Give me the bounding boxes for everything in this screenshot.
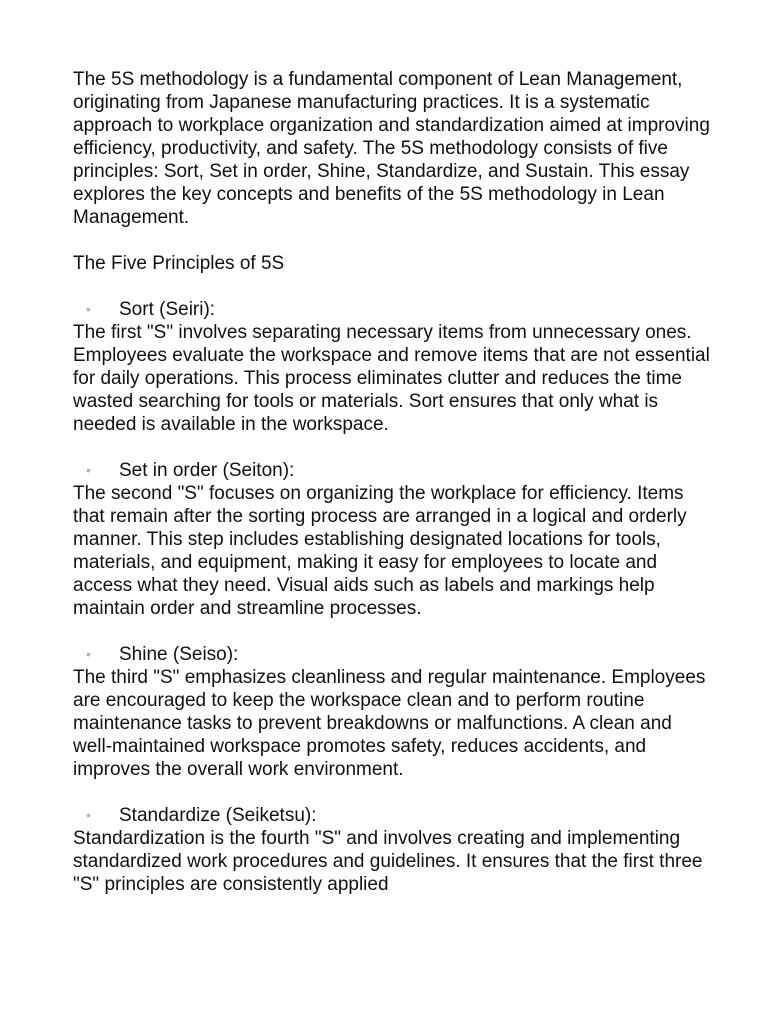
spacer — [73, 275, 713, 298]
bullet-icon: • — [86, 462, 91, 478]
bullet-icon: • — [86, 807, 91, 823]
intro-paragraph: The 5S methodology is a fundamental component of Lean Management, originating from Japanese manufacturing practices. It is a systematic approach to workplace organization and standardization aimed at improving efficiency, productivity, and safety. The 5S methodology consists of five principles: Sort, Set in order, Shine, Standardize, and Sustain. This essay explores the key concepts and benefits of the 5S methodology in Lean Management. — [73, 69, 710, 228]
principle-title — [73, 804, 713, 827]
bullet-icon: • — [86, 646, 91, 662]
spacer — [73, 436, 713, 459]
principle-title-text: Standardize (Seiketsu): — [119, 805, 317, 826]
principle-body: Standardization is the fourth "S" and involves creating and implementing standardized work procedures and guidelines. It ensures that the first three "S" principles are consistently applied — [73, 828, 703, 895]
spacer — [73, 229, 713, 252]
principle-body: The third "S" emphasizes cleanliness and regular maintenance. Employees are encouraged to keep the workspace clean and to perform routine maintenance tasks to prevent breakdowns or malfunctions. A clean and well-maintained workspace promotes safety, reduces accidents, and improves the overall work environment. — [73, 667, 706, 780]
principle-title-text: Shine (Seiso): — [119, 644, 239, 665]
document-page — [73, 68, 713, 896]
principle-title — [73, 298, 713, 321]
principle-title — [73, 459, 713, 482]
spacer — [73, 781, 713, 804]
bullet-icon: • — [86, 301, 91, 317]
principle-body: The first "S" involves separating necessary items from unnecessary ones. Employees evaluate the workspace and remove items that are not essential for daily operations. This process eliminates clutter and reduces the time wasted searching for tools or materials. Sort ensures that only what is needed is available in the workspace. — [73, 322, 710, 435]
principle-title-text: Sort (Seiri): — [119, 299, 216, 320]
spacer — [73, 620, 713, 643]
section-heading: The Five Principles of 5S — [73, 253, 285, 274]
principle-body: The second "S" focuses on organizing the workplace for efficiency. Items that remain after the sorting process are arranged in a logical and orderly manner. This step includes establishing designated locations for tools, materials, and equipment, making it easy for employees to locate and access what they need. Visual aids such as labels and markings help maintain order and streamline processes. — [73, 483, 687, 619]
principle-title-text: Set in order (Seiton): — [119, 460, 295, 481]
principle-title — [73, 643, 713, 666]
